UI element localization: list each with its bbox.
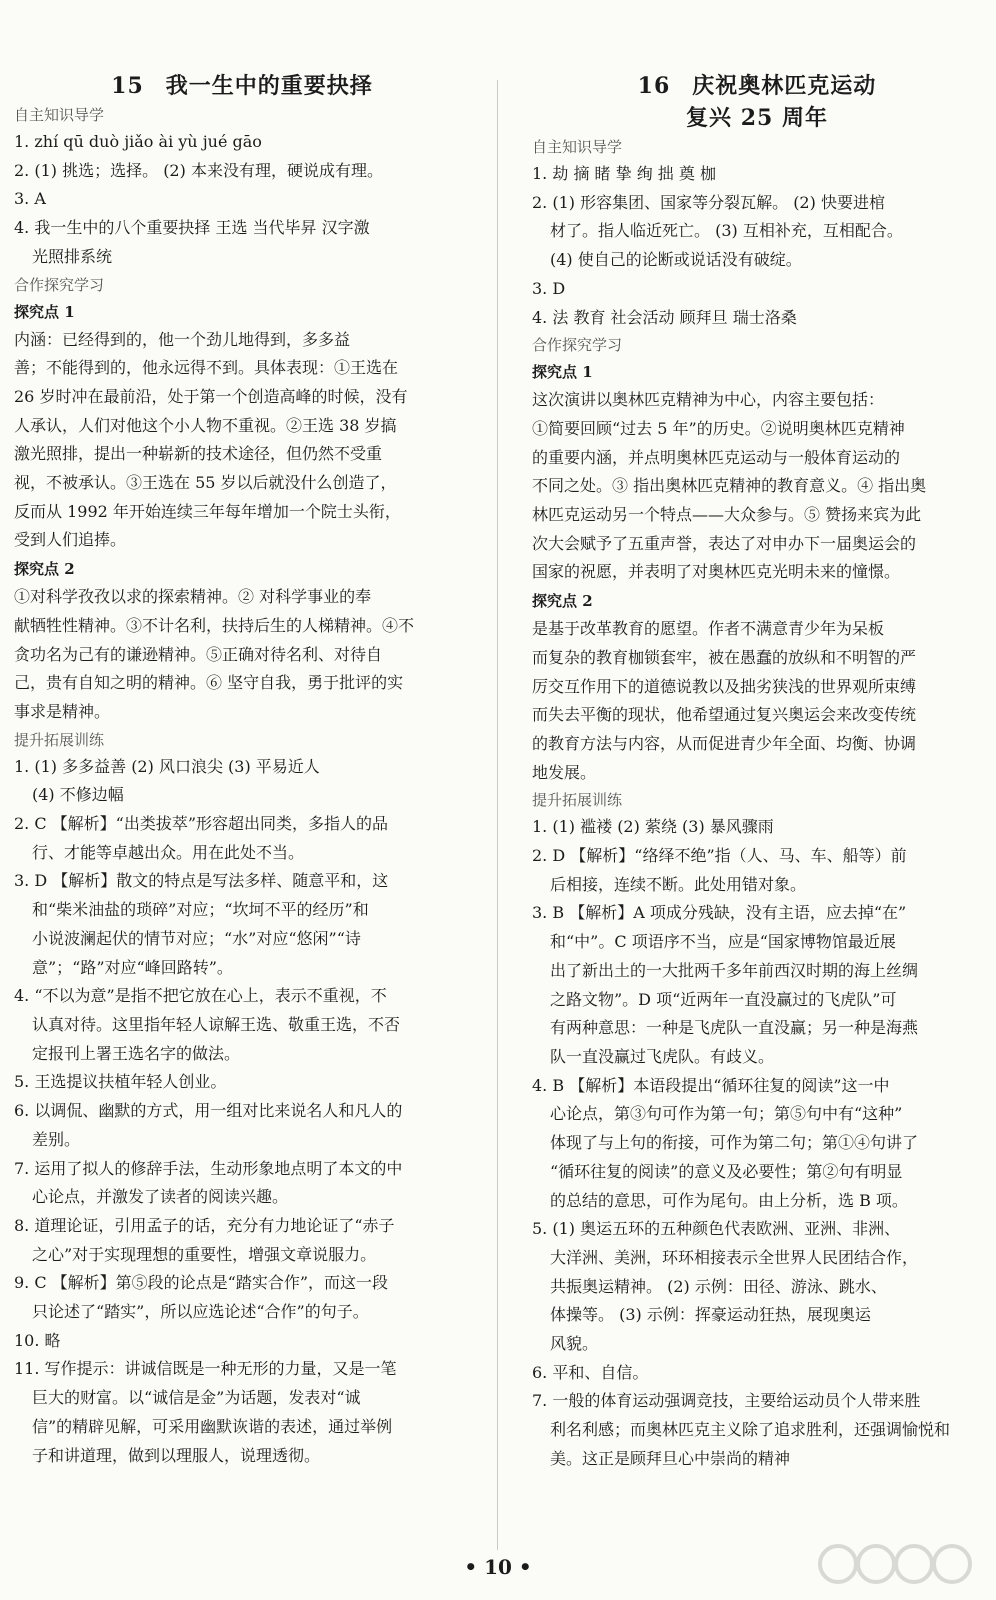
text-line: 后相接，连续不断。此处用错对象。: [550, 874, 807, 894]
text-line: 和“柴米油盐的琐碎”对应；“坎坷不平的经历”和: [32, 900, 369, 920]
text-line: 林匹克运动另一个特点——大众参与。⑤ 赞扬来宾为此: [532, 505, 922, 525]
left-body: [14, 102, 470, 1470]
text-line: 信”的精辟见解，可采用幽默诙谐的表述，通过举例: [32, 1416, 393, 1436]
inquiry-point-heading: 探究点 1: [14, 302, 75, 321]
text-line: 光照排系统: [32, 246, 113, 266]
text-line: 1. (1) 多多益善 (2) 风口浪尖 (3) 平易近人: [14, 756, 320, 776]
text-line: 材了。指人临近死亡。 (3) 互相补充，互相配合。: [550, 221, 903, 241]
text-line: 11. 写作提示：讲诚信既是一种无形的力量，又是一笔: [14, 1359, 397, 1379]
text-line: 是基于改革教育的愿望。作者不满意青少年为呆板: [532, 619, 885, 639]
text-line: 心论点，并激发了读者的阅读兴趣。: [32, 1187, 289, 1207]
text-line: 4. B 【解析】本语段提出“循环往复的阅读”这一中: [532, 1075, 890, 1095]
right-column: [532, 70, 982, 1474]
text-line: 心论点，第③句可作为第一句；第⑤句中有“这种”: [550, 1104, 903, 1124]
text-line: 的教育方法与内容，从而促进青少年全面、均衡、协调: [532, 733, 917, 753]
text-line: 共振奥运精神。 (2) 示例：田径、游泳、跳水、: [550, 1276, 887, 1296]
text-line: 3. D 【解析】散文的特点是写法多样、随意平和，这: [14, 871, 389, 891]
text-line: 而复杂的教育枷锁套牢，被在愚蠢的放纵和不明智的严: [532, 647, 917, 667]
text-line: 大洋洲、美洲，环环相接表示全世界人民团结合作，: [550, 1247, 919, 1267]
text-line: 出了新出土的一大批两千多年前西汉时期的海上丝绸: [550, 960, 919, 980]
text-line: 反而从 1992 年开始连续三年每年增加一个院士头衔，: [14, 501, 401, 521]
left-column: [14, 70, 470, 1470]
text-line: 子和讲道理，做到以理服人，说理透彻。: [32, 1445, 321, 1465]
section-heading: 合作探究学习: [532, 336, 623, 355]
section-heading: 提升拓展训练: [532, 791, 623, 810]
text-line: 贪功名为己有的谦逊精神。⑤正确对待名利、对待自: [14, 644, 383, 664]
text-line: 6. 以调侃、幽默的方式，用一组对比来说名人和凡人的: [14, 1101, 403, 1121]
lesson-number: 15: [111, 73, 144, 99]
text-line: 的重要内涵，并点明奥林匹克运动与一般体育运动的: [532, 447, 901, 467]
text-line: 定报刊上署王选名字的做法。: [32, 1043, 241, 1063]
text-line: ①对科学孜孜以求的探索精神。② 对科学事业的奉: [14, 587, 372, 607]
text-line: 3. B 【解析】A 项成分残缺，没有主语，应去掉“在”: [532, 903, 907, 923]
text-line: 3. D: [532, 278, 566, 298]
text-line: 人承认，人们对他这个小人物不重视。②王选 38 岁搞: [14, 415, 397, 435]
right-body: [532, 134, 982, 1474]
text-line: “循环往复的阅读”的意义及必要性；第②句有明显: [550, 1161, 903, 1181]
text-line: 内涵：已经得到的，他一个劲儿地得到，多多益: [14, 329, 351, 349]
text-line: 1. zhí qū duò jiǎo ài yù jué gāo: [14, 132, 262, 151]
text-line: 2. (1) 挑选；选择。 (2) 本来没有理，硬说成有理。: [14, 160, 383, 180]
text-line: 厉交互作用下的道德说教以及拙劣狭浅的世界观所束缚: [532, 676, 917, 696]
lesson-number: 16: [637, 73, 671, 99]
column-divider: [497, 80, 498, 1550]
text-line: 善；不能得到的，他永远得不到。具体表现：①王选在: [14, 358, 399, 378]
text-line: 利名利感；而奥林匹克主义除了追求胜利，还强调愉悦和: [550, 1420, 951, 1440]
text-line: 有两种意思：一种是飞虎队一直没赢；另一种是海燕: [550, 1018, 919, 1038]
text-line: 5. 王选提议扶植年轻人创业。: [14, 1072, 227, 1092]
text-line: 10. 略: [14, 1330, 61, 1350]
text-line: 1. 劫 摘 睹 挚 绚 拙 奠 枷: [532, 164, 716, 183]
text-line: 和“中”。C 项语序不当，应是“国家博物馆最近展: [550, 932, 896, 952]
text-line: 国家的祝愿，并表明了对奥林匹克光明未来的憧憬。: [532, 562, 901, 582]
text-line: 队一直没赢过飞虎队。有歧义。: [550, 1046, 775, 1066]
text-line: 事求是精神。: [14, 701, 111, 721]
text-line: 差别。: [32, 1129, 81, 1149]
text-line: 美。这正是顾拜旦心中崇尚的精神: [550, 1448, 791, 1468]
text-line: 4. 我一生中的八个重要抉择 王选 当代毕昇 汉字激: [14, 218, 370, 238]
text-line: 2. D 【解析】“络绎不绝”指（人、马、车、船等）前: [532, 846, 907, 866]
section-heading: 自主知识导学: [532, 138, 623, 156]
text-line: 8. 道理论证，引用孟子的话，充分有力地论证了“赤子: [14, 1215, 395, 1235]
text-line: 之路文物”。D 项“近两年一直没赢过的飞虎队”可: [550, 989, 897, 1009]
text-line: 这次演讲以奥林匹克精神为中心，内容主要包括：: [532, 390, 885, 410]
lesson-title-text: 庆祝奥林匹克运动: [692, 73, 877, 99]
text-line: 献牺牲性精神。③不计名利，扶持后生的人梯精神。④不: [14, 615, 415, 635]
text-line: 7. 运用了拟人的修辞手法，生动形象地点明了本文的中: [14, 1158, 403, 1178]
section-heading: 合作探究学习: [14, 275, 105, 294]
inquiry-point-heading: 探究点 2: [14, 560, 75, 579]
text-line: 之心”对于实现理想的重要性，增强文章说服力。: [32, 1244, 377, 1264]
text-line: 不同之处。③ 指出奥林匹克精神的教育意义。④ 指出奥: [532, 476, 927, 496]
section-heading: 提升拓展训练: [14, 730, 105, 749]
inquiry-point-heading: 探究点 1: [532, 363, 593, 382]
text-line: 只论述了“踏实”，所以应选论述“合作”的句子。: [32, 1302, 369, 1322]
lesson-15-title: [14, 70, 470, 102]
text-line: 受到人们追捧。: [14, 530, 127, 550]
text-line: 巨大的财富。以“诚信是金”为话题，发表对“诚: [32, 1388, 361, 1408]
lesson-16-subtitle: 复兴 25 周年: [686, 105, 828, 131]
text-line: 2. C 【解析】“出类拔萃”形容超出同类，多指人的品: [14, 814, 389, 834]
watermark-logo-icon: [816, 1540, 986, 1594]
text-line: 2. (1) 形容集团、国家等分裂瓦解。 (2) 快要进棺: [532, 192, 885, 212]
text-line: 9. C 【解析】第⑤段的论点是“踏实合作”，而这一段: [14, 1273, 389, 1293]
text-line: 6. 平和、自信。: [532, 1362, 649, 1382]
text-line: 行、才能等卓越出众。用在此处不当。: [32, 842, 305, 862]
text-line: (4) 不修边幅: [32, 785, 124, 805]
page-number: • 10 •: [464, 1555, 532, 1579]
text-line: 3. A: [14, 189, 46, 209]
inquiry-point-heading: 探究点 2: [532, 592, 593, 611]
section-heading: 自主知识导学: [14, 106, 105, 124]
text-line: 风貌。: [550, 1334, 599, 1354]
text-line: (4) 使自己的论断或说话没有破绽。: [550, 250, 802, 270]
text-line: 意”；“路”对应“峰回路转”。: [32, 957, 233, 977]
text-line: 而失去平衡的现状，他希望通过复兴奥运会来改变传统: [532, 705, 917, 725]
text-line: 26 岁时冲在最前沿，处于第一个创造高峰的时候，没有: [14, 386, 408, 406]
text-line: 激光照排，提出一种崭新的技术途径，但仍然不受重: [14, 444, 383, 464]
text-line: 地发展。: [532, 762, 597, 782]
text-line: 4. “不以为意”是指不把它放在心上，表示不重视，不: [14, 986, 387, 1006]
text-line: 视，不被承认。③王选在 55 岁以后就没什么创造了，: [14, 473, 397, 493]
text-line: 的总结的意思，可作为尾句。由上分析，选 B 项。: [550, 1190, 908, 1210]
text-line: 7. 一般的体育运动强调竞技，主要给运动员个人带来胜: [532, 1391, 921, 1411]
text-line: 认真对待。这里指年轻人谅解王选、敬重王选，不否: [32, 1014, 401, 1034]
lesson-title-text: 我一生中的重要抉择: [165, 73, 373, 99]
text-line: 体操等。 (3) 示例：挥豪运动狂热，展现奥运: [550, 1305, 871, 1325]
text-line: 5. (1) 奥运五环的五种颜色代表欧洲、亚洲、非洲、: [532, 1219, 901, 1239]
text-line: 己，贵有自知之明的精神。⑥ 坚守自我，勇于批评的实: [14, 673, 404, 693]
text-line: 小说波澜起伏的情节对应；“水”对应“悠闲”“诗: [32, 928, 361, 948]
text-line: 4. 法 教育 社会活动 顾拜旦 瑞士洛桑: [532, 307, 797, 327]
text-line: 体现了与上句的衔接，可作为第二句；第①④句讲了: [550, 1133, 919, 1153]
text-line: ①简要回顾“过去 5 年”的历史。②说明奥林匹克精神: [532, 418, 905, 438]
text-line: 1. (1) 褴褛 (2) 萦绕 (3) 暴风骤雨: [532, 817, 774, 837]
text-line: 次大会赋予了五重声誉，表达了对申办下一届奥运会的: [532, 533, 917, 553]
lesson-16-title: [532, 70, 982, 102]
